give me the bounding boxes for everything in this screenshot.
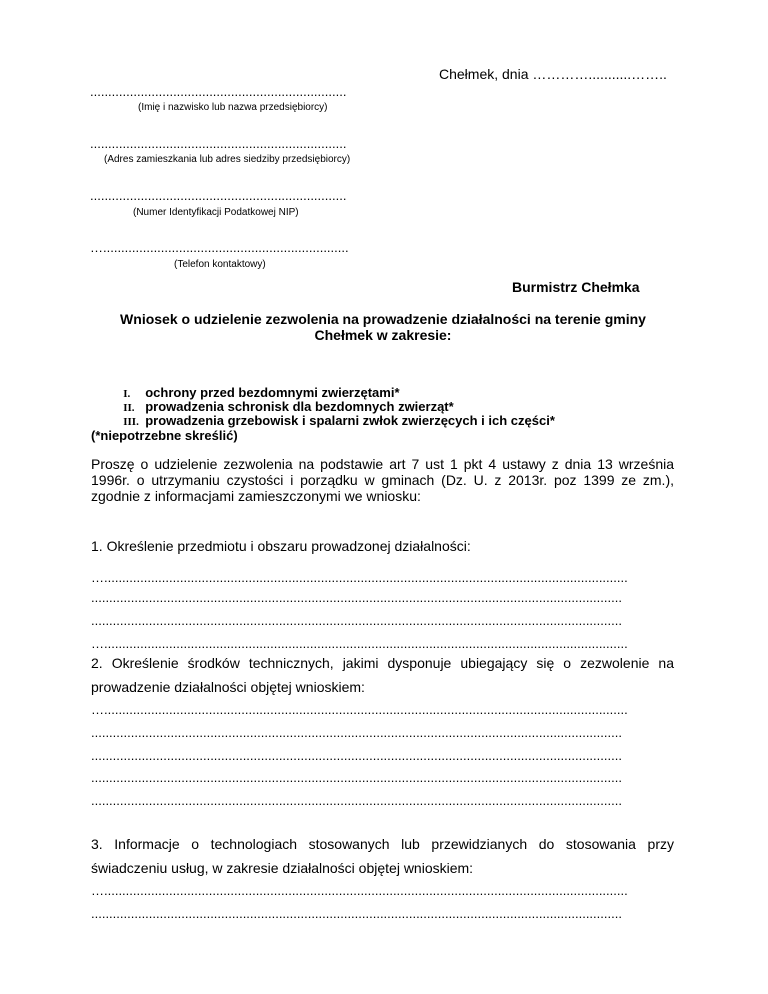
scope-text: prowadzenia grzebowisk i spalarni zwłok zwierzęcych i ich części* <box>145 413 555 428</box>
nip-dotted-line[interactable]: ....................................................................... <box>90 188 347 203</box>
nip-caption: (Numer Identyfikacji Podatkowej NIP) <box>133 207 299 218</box>
address-caption: (Adres zamieszkania lub adres siedziby przedsiębiorcy) <box>104 154 351 165</box>
section-1-fill-line[interactable]: …................................................................................................................................................. <box>91 636 628 651</box>
section-2-fill-line[interactable]: ................................................................................................................................................... <box>91 793 622 808</box>
scope-numeral: II. <box>123 402 135 414</box>
phone-dotted-line[interactable]: ….................................................................... <box>90 240 349 255</box>
section-1-fill-line[interactable]: …................................................................................................................................................. <box>91 570 628 585</box>
section-2-heading-line-1: 2. Określenie środków technicznych, jakimi dysponuje ubiegający się o zezwolenie na <box>91 655 674 671</box>
document-title-line-2: Chełmek w zakresie: <box>314 327 452 343</box>
phone-caption: (Telefon kontaktowy) <box>174 259 266 270</box>
section-1-fill-line[interactable]: ................................................................................................................................................... <box>91 613 622 628</box>
address-dotted-line[interactable]: ....................................................................... <box>90 136 347 151</box>
section-2-fill-line[interactable]: ................................................................................................................................................... <box>91 725 622 740</box>
request-line-2: 1996r. o utrzymaniu czystości i porządku w gminach (Dz. U. z 2013r. poz 1399 ze zm.), <box>91 472 674 488</box>
section-3-heading-line-2: świadczeniu usług, w zakresie działalności objętej wnioskiem: <box>91 860 474 876</box>
scope-numeral: I. <box>123 388 131 400</box>
section-2-fill-line[interactable]: …................................................................................................................................................. <box>91 702 628 717</box>
addressee: Burmistrz Chełmka <box>512 279 640 295</box>
footnote: (*niepotrzebne skreślić) <box>91 428 238 443</box>
document-title-line-1: Wniosek o udzielenie zezwolenia na prowadzenie działalności na terenie gminy <box>120 311 646 327</box>
name-caption: (Imię i nazwisko lub nazwa przedsiębiorcy) <box>138 102 328 113</box>
section-3-fill-line[interactable]: …................................................................................................................................................. <box>91 883 628 898</box>
request-line-1: Proszę o udzielenie zezwolenia na podstawie art 7 ust 1 pkt 4 ustawy z dnia 13 września <box>91 456 674 472</box>
request-line-3: zgodnie z informacjami zamieszczonymi we wniosku: <box>91 488 421 504</box>
section-2-fill-line[interactable]: ................................................................................................................................................... <box>91 770 622 785</box>
scope-text: ochrony przed bezdomnymi zwierzętami* <box>145 385 400 400</box>
section-2-heading-line-2: prowadzenie działalności objętej wnioskiem: <box>91 679 365 695</box>
scope-text: prowadzenia schronisk dla bezdomnych zwierząt* <box>145 399 454 414</box>
section-1-fill-line[interactable]: ................................................................................................................................................... <box>91 590 622 605</box>
section-3-fill-line[interactable]: ................................................................................................................................................... <box>91 906 622 921</box>
section-3-heading-line-1: 3. Informacje o technologiach stosowanych lub przewidzianych do stosowania przy <box>91 836 674 852</box>
place-date: Chełmek, dnia …………...........…….. <box>439 66 667 82</box>
scope-item-3 <box>116 398 555 428</box>
scope-numeral: III. <box>123 416 139 428</box>
section-1-heading: 1. Określenie przedmiotu i obszaru prowadzonej działalności: <box>91 538 471 554</box>
name-dotted-line[interactable]: ....................................................................... <box>90 84 347 99</box>
section-2-fill-line[interactable]: ................................................................................................................................................... <box>91 748 622 763</box>
